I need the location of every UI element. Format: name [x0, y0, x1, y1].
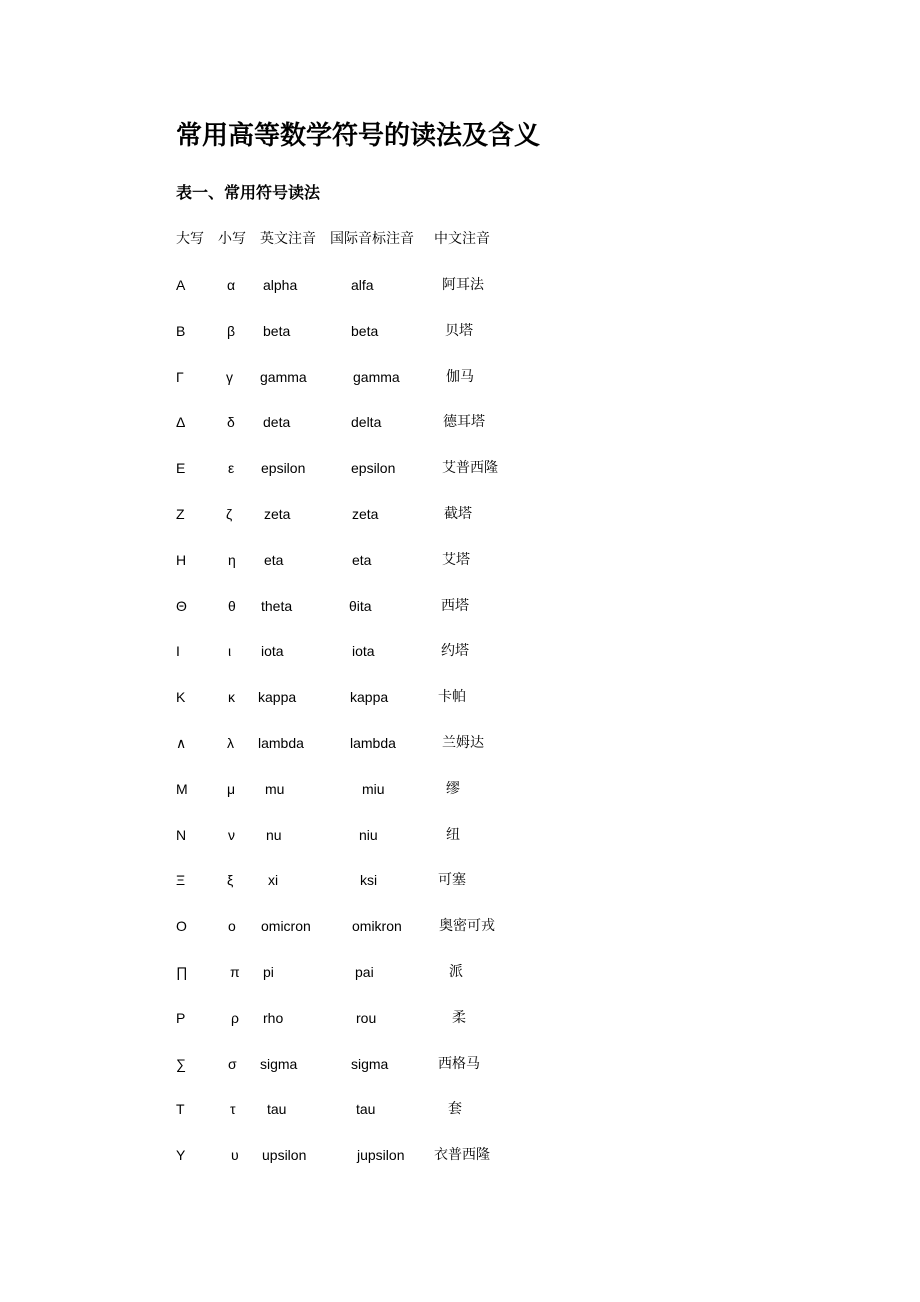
cell-chinese: 卡帕 [438, 689, 466, 706]
cell-upper: Β [176, 322, 186, 339]
cell-ipa: jupsilon [357, 1147, 405, 1164]
cell-lower: η [228, 551, 236, 568]
cell-lower: ι [228, 643, 232, 660]
cell-lower: ο [228, 918, 236, 935]
cell-english: tau [267, 1101, 287, 1118]
cell-ipa: pai [355, 964, 374, 980]
cell-ipa: epsilon [351, 460, 396, 477]
table-row [0, 639, 920, 663]
cell-lower: γ [226, 368, 233, 385]
table-row [0, 273, 920, 297]
cell-upper: Δ [176, 414, 186, 431]
table-row [0, 685, 920, 709]
table-row [0, 410, 920, 434]
cell-upper: Ρ [176, 1009, 186, 1026]
cell-lower: θ [228, 597, 236, 614]
cell-chinese: 缪 [446, 780, 460, 797]
cell-upper: Κ [176, 689, 186, 706]
cell-upper: Η [176, 551, 187, 568]
cell-lower: ρ [231, 1009, 239, 1026]
table-row [0, 502, 920, 526]
cell-ipa: ksi [360, 872, 378, 889]
cell-english: omicron [261, 918, 311, 935]
table-header-row [0, 227, 920, 251]
table-row [0, 456, 920, 480]
cell-lower: σ [228, 1055, 237, 1072]
table-row [0, 823, 920, 847]
cell-chinese: 可塞 [438, 872, 466, 889]
cell-upper: ∑ [176, 1055, 186, 1072]
cell-chinese: 柔 [452, 1009, 466, 1026]
cell-upper: ∧ [176, 735, 187, 751]
column-header-english: 英文注音 [260, 231, 316, 247]
cell-chinese: 套 [448, 1101, 462, 1118]
cell-ipa: alfa [351, 277, 374, 293]
table-row [0, 1143, 920, 1167]
cell-ipa: sigma [351, 1055, 389, 1072]
cell-chinese: 约塔 [441, 643, 469, 660]
cell-lower: β [227, 322, 236, 339]
cell-lower: τ [230, 1101, 236, 1118]
cell-lower: ε [228, 460, 235, 477]
table-row [0, 365, 920, 389]
cell-english: eta [264, 551, 284, 568]
cell-chinese: 衣普西隆 [434, 1147, 490, 1164]
cell-english: rho [263, 1009, 284, 1026]
cell-ipa: miu [362, 780, 385, 797]
cell-english: epsilon [261, 460, 306, 477]
cell-lower: κ [228, 689, 235, 706]
cell-lower: λ [227, 735, 234, 751]
cell-chinese: 西格马 [438, 1055, 480, 1072]
cell-ipa: delta [351, 414, 382, 431]
cell-english: mu [265, 780, 285, 797]
cell-chinese: 贝塔 [445, 322, 473, 339]
cell-lower: ζ [226, 506, 233, 522]
cell-english: iota [261, 643, 284, 660]
cell-upper: Θ [176, 597, 187, 614]
table-row [0, 548, 920, 572]
cell-upper: Ε [176, 460, 186, 477]
table-row [0, 777, 920, 801]
cell-english: gamma [260, 368, 307, 385]
cell-english: deta [263, 414, 291, 431]
cell-ipa: rou [356, 1009, 377, 1026]
cell-upper: Ι [176, 643, 180, 660]
cell-chinese: 西塔 [441, 597, 469, 614]
cell-upper: Μ [176, 780, 188, 797]
cell-upper: ∏ [176, 964, 188, 980]
cell-chinese: 艾塔 [442, 551, 470, 568]
table-row [0, 1052, 920, 1076]
cell-ipa: θita [349, 597, 372, 614]
cell-ipa: beta [351, 322, 379, 339]
cell-upper: Ν [176, 826, 187, 843]
column-header-chinese: 中文注音 [434, 231, 490, 247]
table-row [0, 731, 920, 755]
column-header-lower: 小写 [218, 231, 246, 247]
cell-upper: Ξ [176, 872, 186, 889]
cell-chinese: 截塔 [444, 506, 472, 522]
table-row [0, 914, 920, 938]
cell-english: upsilon [262, 1147, 307, 1164]
cell-english: sigma [260, 1055, 298, 1072]
cell-english: theta [261, 597, 293, 614]
cell-lower: ν [228, 826, 235, 843]
cell-lower: α [227, 277, 236, 293]
cell-english: alpha [263, 277, 298, 293]
cell-chinese: 派 [449, 964, 463, 980]
cell-upper: Α [176, 277, 186, 293]
cell-lower: π [230, 964, 240, 980]
cell-chinese: 德耳塔 [443, 414, 485, 431]
column-header-ipa: 国际音标注音 [330, 231, 414, 247]
page-title: 常用高等数学符号的读法及含义 [176, 121, 541, 151]
cell-chinese: 纽 [446, 826, 460, 843]
table-row [0, 594, 920, 618]
cell-lower: ξ [227, 872, 234, 889]
cell-upper: Τ [176, 1101, 185, 1118]
cell-english: xi [268, 872, 279, 889]
cell-upper: Ζ [176, 506, 185, 522]
cell-english: pi [263, 964, 274, 980]
cell-chinese: 艾普西隆 [442, 460, 498, 477]
cell-english: lambda [258, 735, 304, 751]
cell-upper: Υ [176, 1147, 186, 1164]
cell-ipa: iota [352, 643, 375, 660]
section-heading: 表一、常用符号读法 [176, 183, 321, 202]
cell-lower: υ [231, 1147, 239, 1164]
cell-upper: Γ [176, 368, 184, 385]
cell-english: nu [266, 826, 282, 843]
cell-english: kappa [258, 689, 297, 706]
cell-chinese: 奥密可戎 [439, 918, 495, 935]
column-header-upper: 大写 [176, 231, 204, 247]
cell-lower: δ [227, 414, 235, 431]
cell-ipa: kappa [350, 689, 389, 706]
cell-upper: Ο [176, 918, 187, 935]
cell-ipa: lambda [350, 735, 396, 751]
cell-ipa: zeta [352, 506, 379, 522]
cell-chinese: 伽马 [446, 368, 474, 385]
cell-ipa: gamma [353, 368, 400, 385]
cell-ipa: eta [352, 551, 372, 568]
table-row [0, 1006, 920, 1030]
cell-ipa: tau [356, 1101, 376, 1118]
cell-english: beta [263, 322, 291, 339]
cell-ipa: niu [359, 826, 378, 843]
table-row [0, 1097, 920, 1121]
table-row [0, 960, 920, 984]
cell-ipa: omikron [352, 918, 402, 935]
cell-lower: μ [227, 780, 236, 797]
cell-chinese: 兰姆达 [442, 735, 484, 751]
cell-english: zeta [264, 506, 291, 522]
table-row [0, 868, 920, 892]
cell-chinese: 阿耳法 [442, 277, 484, 293]
table-row [0, 319, 920, 343]
